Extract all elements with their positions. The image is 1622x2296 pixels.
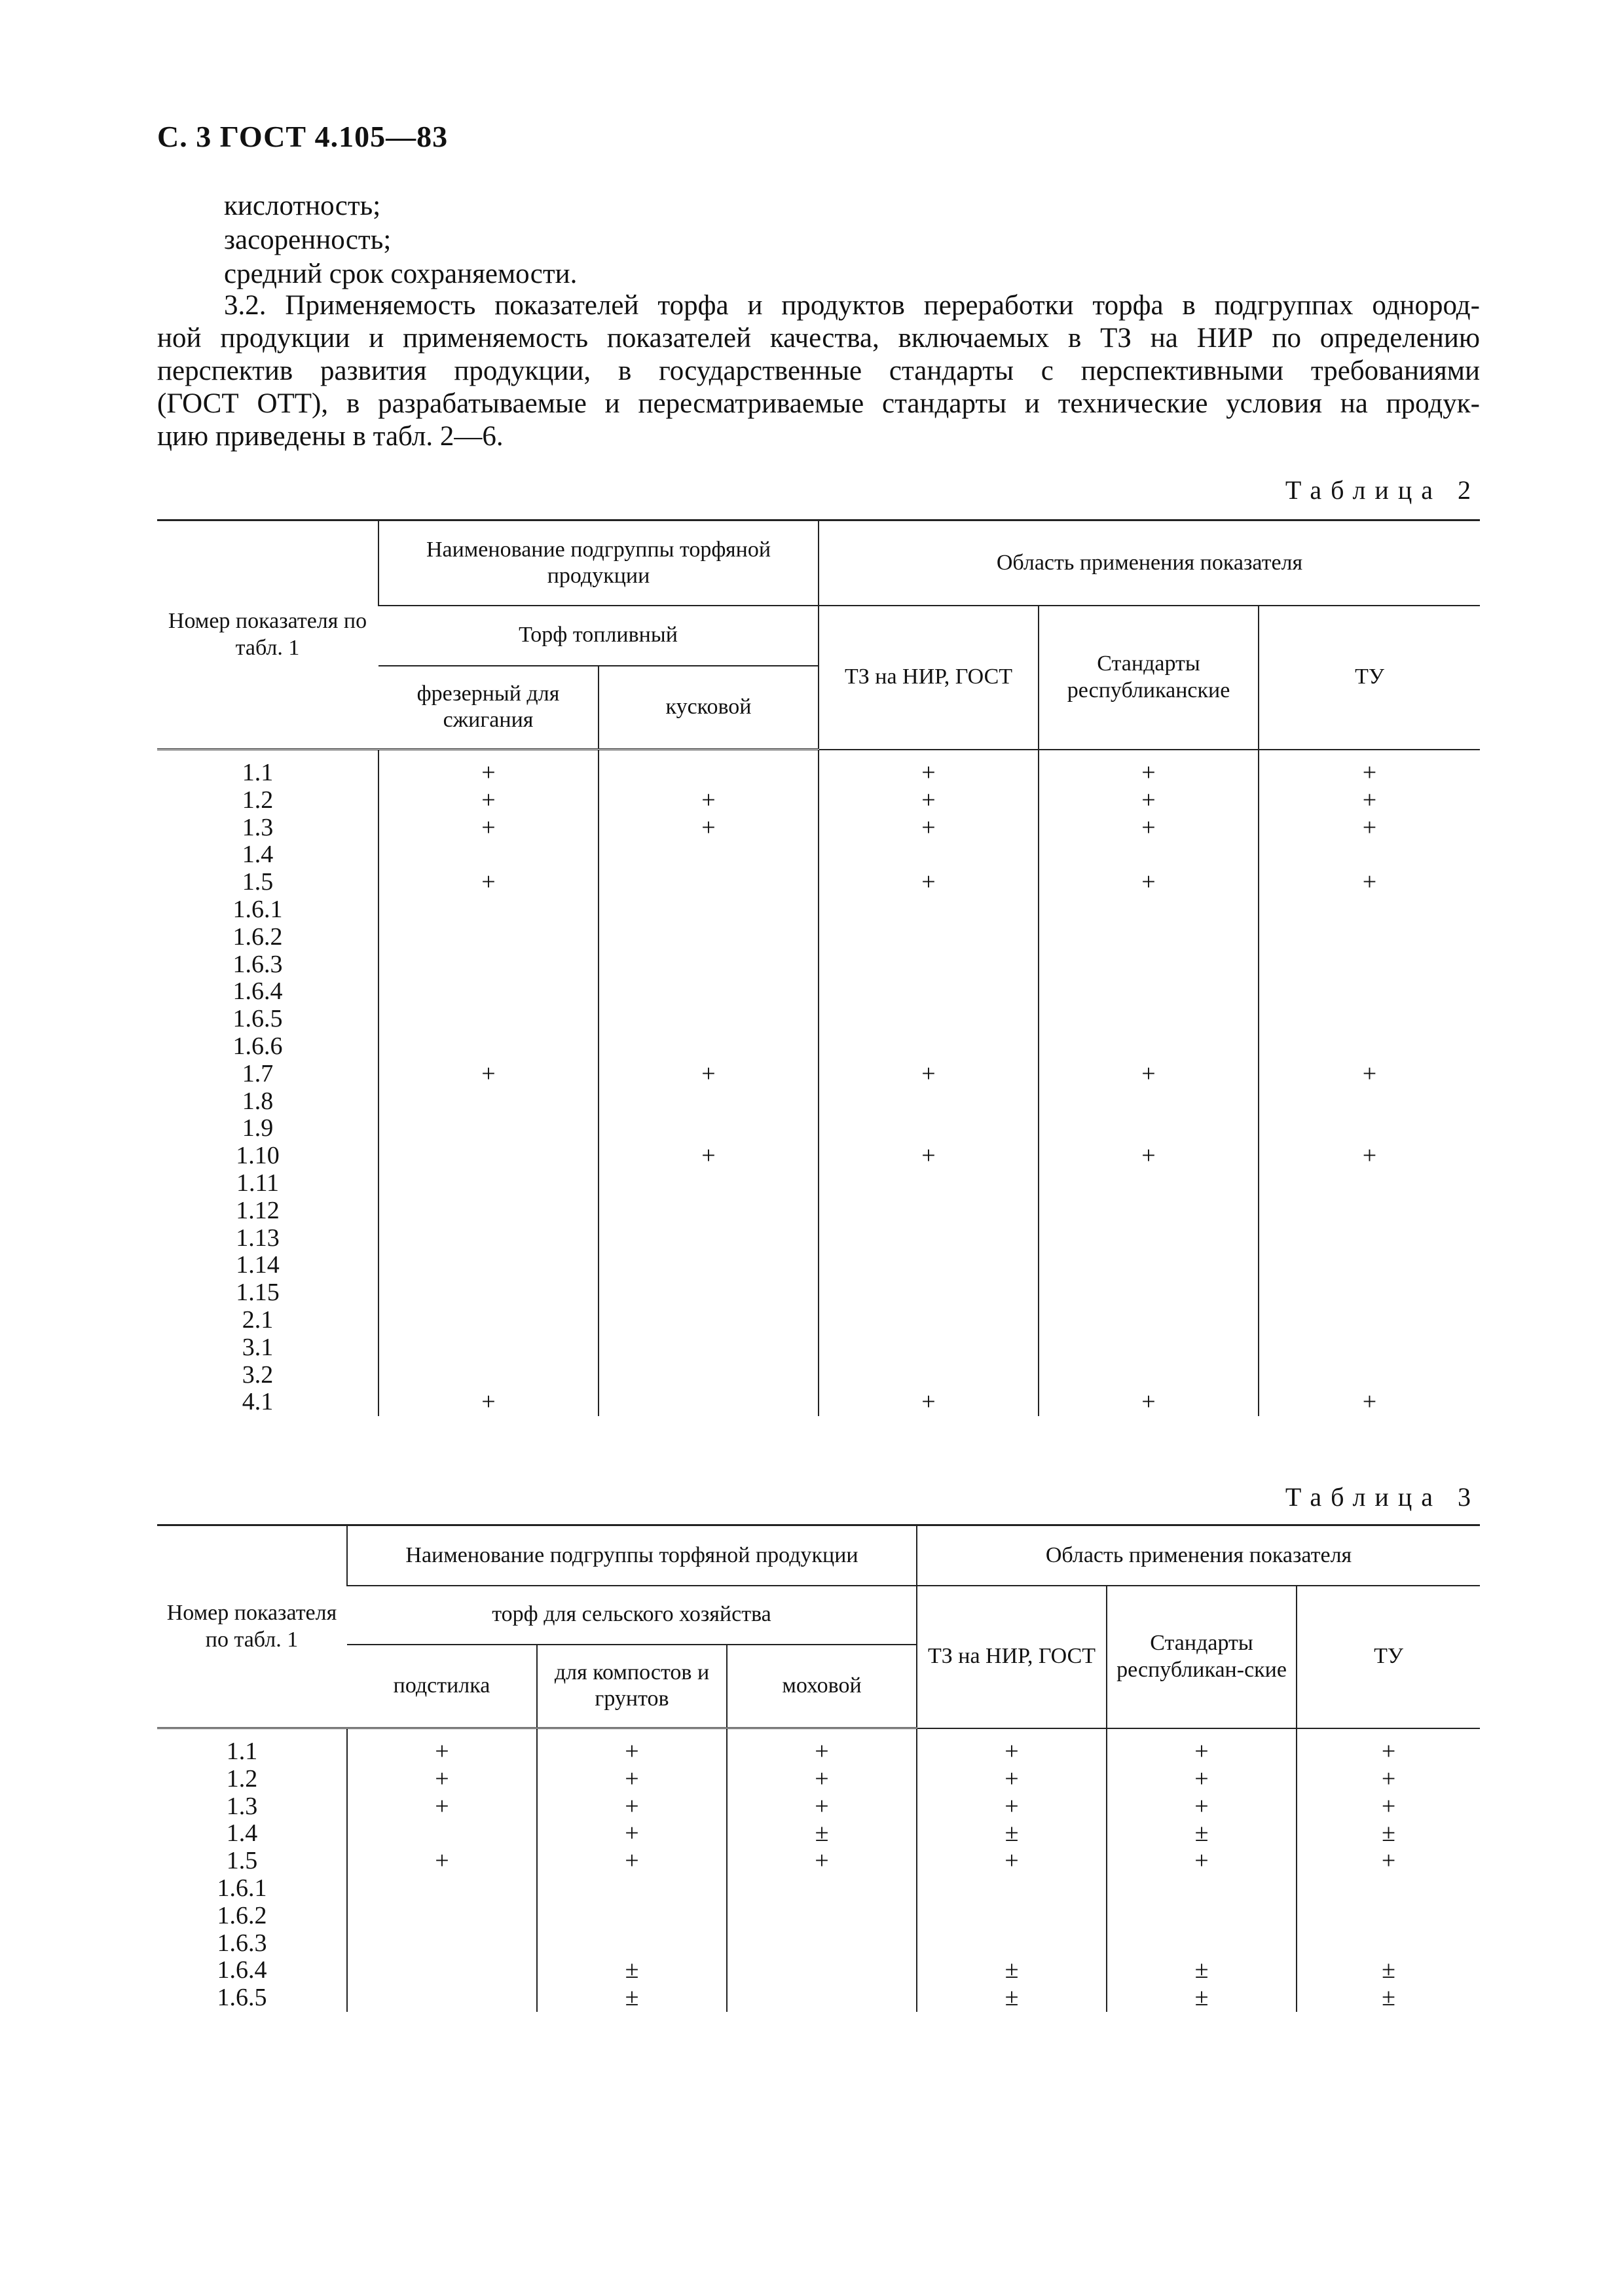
applicability-cell: + [378,759,599,787]
table3-header-tu: ТУ [1297,1586,1480,1728]
applicability-cell: + [1039,1061,1259,1088]
applicability-cell: + [537,1793,727,1821]
table3-header-compost: для компостов и грунтов [537,1645,727,1728]
applicability-cell: + [1039,759,1259,787]
applicability-cell [819,951,1039,979]
table-row [157,1903,1480,1930]
applicability-cell: + [1107,1793,1297,1821]
applicability-cell: + [819,787,1039,814]
table-row [157,841,1480,869]
applicability-cell [1297,1930,1480,1958]
applicability-cell [819,1170,1039,1197]
applicability-cell [1259,924,1480,951]
applicability-cell: + [1259,1389,1480,1416]
applicability-cell: + [727,1766,917,1793]
applicability-cell [1107,1930,1297,1958]
applicability-cell [819,1033,1039,1061]
applicability-cell: + [819,1061,1039,1088]
indicator-number: 2.1 [242,1305,274,1334]
applicability-cell [347,1875,537,1903]
applicability-cell [1297,1875,1480,1903]
applicability-cell [378,1197,599,1225]
table2-header-fuel-peat: Торф топливный [378,606,819,666]
table2-header-group: Наименование подгруппы торфяной продукции [378,520,819,606]
applicability-cell [819,1279,1039,1307]
indicator-number: 1.4 [242,841,274,869]
indicator-number: 1.6.2 [217,1901,267,1929]
applicability-cell [819,924,1039,951]
applicability-cell [1039,1362,1259,1389]
indicator-number: 1.3 [226,1792,258,1820]
table3-title: Таблица 3 [1285,1482,1480,1512]
table-row [157,1984,1480,2012]
table-row [157,1820,1480,1848]
applicability-cell [1039,951,1259,979]
applicability-cell [347,1903,537,1930]
table-row [157,1088,1480,1116]
applicability-cell [1259,896,1480,924]
table2-title: Таблица 2 [1285,475,1480,505]
applicability-cell: + [599,787,819,814]
table-row [157,869,1480,896]
table-row [157,1389,1480,1416]
applicability-cell: + [1039,1389,1259,1416]
applicability-cell: ± [1297,1984,1480,2012]
applicability-cell: ± [537,1957,727,1984]
applicability-cell [1039,924,1259,951]
paragraph-line: цию приведены в табл. 2—6. [157,421,504,452]
indicator-number: 1.15 [236,1279,280,1307]
table2 [157,519,1480,1416]
applicability-cell [599,869,819,896]
table3-header-tz: ТЗ на НИР, ГОСТ [917,1586,1107,1728]
applicability-cell: ± [1107,1984,1297,2012]
list-item-storage-term: средний срок сохраняемости. [224,259,578,289]
applicability-cell: + [537,1738,727,1766]
paragraph-line: ной продукции и применяемость показателей качества, включаемых в ТЗ на НИР по определению [157,323,1480,354]
applicability-cell: + [1107,1738,1297,1766]
applicability-cell [1039,1088,1259,1116]
applicability-cell: ± [537,1984,727,2012]
applicability-cell [1039,841,1259,869]
applicability-cell [819,1225,1039,1252]
indicator-number: 1.6.5 [232,1005,283,1033]
applicability-cell [599,1197,819,1225]
table-row [157,1930,1480,1958]
applicability-cell: ± [1297,1957,1480,1984]
applicability-cell [599,1225,819,1252]
indicator-number: 1.6.6 [232,1032,283,1060]
table3-header-agri-peat: торф для сельского хозяйства [347,1586,917,1645]
indicator-number: 3.2 [242,1360,274,1389]
table-row [157,787,1480,814]
applicability-cell: + [727,1793,917,1821]
applicability-cell [819,1334,1039,1362]
applicability-cell: + [1259,759,1480,787]
applicability-cell [378,1252,599,1279]
indicator-number: 1.2 [242,786,274,814]
table2-header-area: Область применения показателя [819,520,1480,606]
table-row [157,1875,1480,1903]
table-row [157,759,1480,787]
table-row [157,1738,1480,1766]
applicability-cell [819,1115,1039,1142]
applicability-cell: + [917,1793,1107,1821]
applicability-cell [1259,841,1480,869]
applicability-cell [1039,1115,1259,1142]
table3-header-standards: Стандарты республикан-ские [1107,1586,1297,1728]
applicability-cell: + [378,814,599,842]
applicability-cell [599,1088,819,1116]
applicability-cell [1039,1033,1259,1061]
applicability-cell [378,1006,599,1033]
applicability-cell [1259,1334,1480,1362]
page-header: С. 3 ГОСТ 4.105—83 [157,120,449,153]
applicability-cell [378,1142,599,1170]
table-row [157,1033,1480,1061]
applicability-cell: + [347,1766,537,1793]
paragraph-line: (ГОСТ ОТТ), в разрабатываемые и пересматриваемые стандарты и технические условия на продук- [157,388,1480,419]
paragraph-line: перспектив развития продукции, в государственные стандарты с перспективными требованиями [157,355,1480,386]
applicability-cell: + [537,1848,727,1875]
table3-header-litter: подстилка [347,1645,537,1728]
table-row [157,1334,1480,1362]
indicator-number: 1.1 [226,1738,258,1765]
table-row [157,1766,1480,1793]
applicability-cell [1039,1307,1259,1334]
applicability-cell: + [819,1389,1039,1416]
table3-header-number: Номер показателя по табл. 1 [157,1525,347,1728]
applicability-cell [537,1875,727,1903]
indicator-number: 1.8 [242,1087,274,1115]
applicability-cell [1039,896,1259,924]
table2-header-milled: фрезерный для сжигания [378,666,599,750]
applicability-cell [819,978,1039,1006]
applicability-cell: + [917,1848,1107,1875]
applicability-cell [917,1930,1107,1958]
applicability-cell: + [347,1848,537,1875]
applicability-cell [599,951,819,979]
applicability-cell [1107,1903,1297,1930]
applicability-cell: + [1297,1793,1480,1821]
applicability-cell: + [599,1142,819,1170]
applicability-cell [819,1252,1039,1279]
applicability-cell [599,896,819,924]
applicability-cell [917,1875,1107,1903]
applicability-cell: + [378,1389,599,1416]
indicator-number: 1.6.4 [232,977,283,1006]
applicability-cell [1039,1006,1259,1033]
indicator-number: 1.7 [242,1059,274,1087]
paragraph-line: 3.2. Применяемость показателей торфа и продуктов переработки торфа в подгруппах однород- [224,290,1480,321]
applicability-cell [819,896,1039,924]
applicability-cell [727,1903,917,1930]
applicability-cell: + [1259,787,1480,814]
list-item-acidity: кислотность; [224,191,381,221]
table3-header-area: Область применения показателя [917,1525,1480,1586]
applicability-cell [347,1984,537,2012]
applicability-cell: + [917,1766,1107,1793]
table3 [157,1524,1480,2012]
applicability-cell [819,1362,1039,1389]
indicator-number: 1.12 [236,1196,280,1224]
applicability-cell [1107,1875,1297,1903]
indicator-number: 1.10 [236,1142,280,1170]
applicability-cell [599,1389,819,1416]
applicability-cell [378,1115,599,1142]
table-row [157,1061,1480,1088]
applicability-cell [599,1307,819,1334]
applicability-cell [378,1279,599,1307]
applicability-cell: + [599,1061,819,1088]
applicability-cell [599,1279,819,1307]
applicability-cell [727,1984,917,2012]
table-row [157,1006,1480,1033]
applicability-cell [347,1930,537,1958]
table3-header-moss: моховой [727,1645,917,1728]
table-row [157,978,1480,1006]
applicability-cell [819,1197,1039,1225]
table-row [157,1225,1480,1252]
applicability-cell [727,1875,917,1903]
applicability-cell [819,841,1039,869]
indicator-number: 1.6.5 [217,1984,267,2012]
applicability-cell: + [537,1820,727,1848]
applicability-cell [599,1170,819,1197]
applicability-cell: + [819,814,1039,842]
applicability-cell [378,841,599,869]
applicability-cell: ± [1297,1820,1480,1848]
applicability-cell [727,1930,917,1958]
table2-header-number: Номер показателя по табл. 1 [157,520,378,750]
applicability-cell: + [1259,1142,1480,1170]
applicability-cell: + [537,1766,727,1793]
applicability-cell [1039,1279,1259,1307]
applicability-cell [1039,1197,1259,1225]
applicability-cell: + [819,869,1039,896]
applicability-cell [1259,951,1480,979]
indicator-number: 1.14 [236,1251,280,1279]
applicability-cell [1259,1115,1480,1142]
applicability-cell [599,1362,819,1389]
applicability-cell [347,1820,537,1848]
table2-header-tz: ТЗ на НИР, ГОСТ [819,606,1039,750]
indicator-number: 1.6.4 [217,1956,267,1984]
list-item-contamination: засоренность; [224,225,392,255]
applicability-cell [599,759,819,787]
applicability-cell [537,1903,727,1930]
applicability-cell [599,1252,819,1279]
applicability-cell [1259,1170,1480,1197]
applicability-cell: + [378,869,599,896]
applicability-cell [1259,1006,1480,1033]
table-row [157,1848,1480,1875]
applicability-cell [819,1006,1039,1033]
applicability-cell [1259,1307,1480,1334]
table-row [157,1115,1480,1142]
applicability-cell: + [1039,1142,1259,1170]
indicator-number: 1.3 [242,813,274,841]
table-row [157,1362,1480,1389]
indicator-number: 1.13 [236,1224,280,1252]
applicability-cell: ± [917,1984,1107,2012]
applicability-cell [378,1170,599,1197]
indicator-number: 1.5 [242,868,274,896]
table2-header-tu: ТУ [1259,606,1480,750]
applicability-cell [599,978,819,1006]
applicability-cell: + [347,1793,537,1821]
table3-header-group: Наименование подгруппы торфяной продукции [347,1525,917,1586]
applicability-cell: ± [1107,1957,1297,1984]
applicability-cell [1039,978,1259,1006]
applicability-cell [599,841,819,869]
table-row [157,1307,1480,1334]
applicability-cell: + [599,814,819,842]
indicator-number: 1.6.3 [217,1929,267,1957]
applicability-cell: + [1107,1848,1297,1875]
indicator-number: 1.6.1 [217,1874,267,1902]
applicability-cell [378,1362,599,1389]
applicability-cell [1039,1252,1259,1279]
applicability-cell: + [917,1738,1107,1766]
table-row [157,951,1480,979]
applicability-cell: + [1039,787,1259,814]
applicability-cell: + [819,759,1039,787]
applicability-cell: + [1107,1766,1297,1793]
applicability-cell: + [819,1142,1039,1170]
applicability-cell [378,978,599,1006]
applicability-cell: + [1259,814,1480,842]
table-row [157,1793,1480,1821]
table-row [157,1279,1480,1307]
applicability-cell [1259,978,1480,1006]
table-row [157,1142,1480,1170]
indicator-number: 1.1 [242,759,274,786]
applicability-cell [599,1006,819,1033]
indicator-number: 1.6.3 [232,950,283,978]
applicability-cell: ± [917,1820,1107,1848]
table-row [157,814,1480,842]
indicator-number: 1.4 [226,1819,258,1848]
indicator-number: 1.6.2 [232,922,283,951]
applicability-cell [1297,1903,1480,1930]
indicator-number: 4.1 [242,1388,274,1416]
applicability-cell [378,1033,599,1061]
indicator-number: 3.1 [242,1333,274,1361]
table-row [157,1957,1480,1984]
applicability-cell [378,1307,599,1334]
applicability-cell [1039,1170,1259,1197]
applicability-cell [599,1115,819,1142]
applicability-cell [1259,1197,1480,1225]
applicability-cell [347,1957,537,1984]
applicability-cell [599,924,819,951]
applicability-cell: + [378,1061,599,1088]
applicability-cell [378,1225,599,1252]
applicability-cell: ± [1107,1820,1297,1848]
applicability-cell: + [1297,1766,1480,1793]
applicability-cell [1039,1225,1259,1252]
indicator-number: 1.9 [242,1114,274,1142]
applicability-cell [378,951,599,979]
applicability-cell [1039,1334,1259,1362]
indicator-number: 1.5 [226,1847,258,1875]
table-row [157,1170,1480,1197]
applicability-cell: + [1259,1061,1480,1088]
table-row [157,896,1480,924]
table-row [157,1197,1480,1225]
applicability-cell: + [727,1848,917,1875]
table-row [157,1252,1480,1279]
applicability-cell [378,924,599,951]
applicability-cell: + [727,1738,917,1766]
applicability-cell: + [1259,869,1480,896]
applicability-cell [1259,1033,1480,1061]
applicability-cell: + [1297,1738,1480,1766]
applicability-cell: + [1039,869,1259,896]
applicability-cell [599,1033,819,1061]
applicability-cell [378,1088,599,1116]
applicability-cell [1259,1279,1480,1307]
applicability-cell [1259,1088,1480,1116]
indicator-number: 1.11 [236,1169,280,1197]
applicability-cell [819,1307,1039,1334]
applicability-cell [599,1334,819,1362]
applicability-cell [1259,1362,1480,1389]
applicability-cell [378,896,599,924]
applicability-cell [727,1957,917,1984]
applicability-cell: ± [727,1820,917,1848]
table2-header-lump: кусковой [599,666,819,750]
applicability-cell [1259,1225,1480,1252]
applicability-cell: + [378,787,599,814]
applicability-cell: + [347,1738,537,1766]
applicability-cell: ± [917,1957,1107,1984]
applicability-cell [917,1903,1107,1930]
indicator-number: 1.6.1 [232,895,283,923]
table-row [157,924,1480,951]
applicability-cell [378,1334,599,1362]
applicability-cell [819,1088,1039,1116]
applicability-cell [1259,1252,1480,1279]
applicability-cell [537,1930,727,1958]
applicability-cell: + [1039,814,1259,842]
table2-header-standards: Стандарты республиканские [1039,606,1259,750]
applicability-cell: + [1297,1848,1480,1875]
indicator-number: 1.2 [226,1764,258,1793]
